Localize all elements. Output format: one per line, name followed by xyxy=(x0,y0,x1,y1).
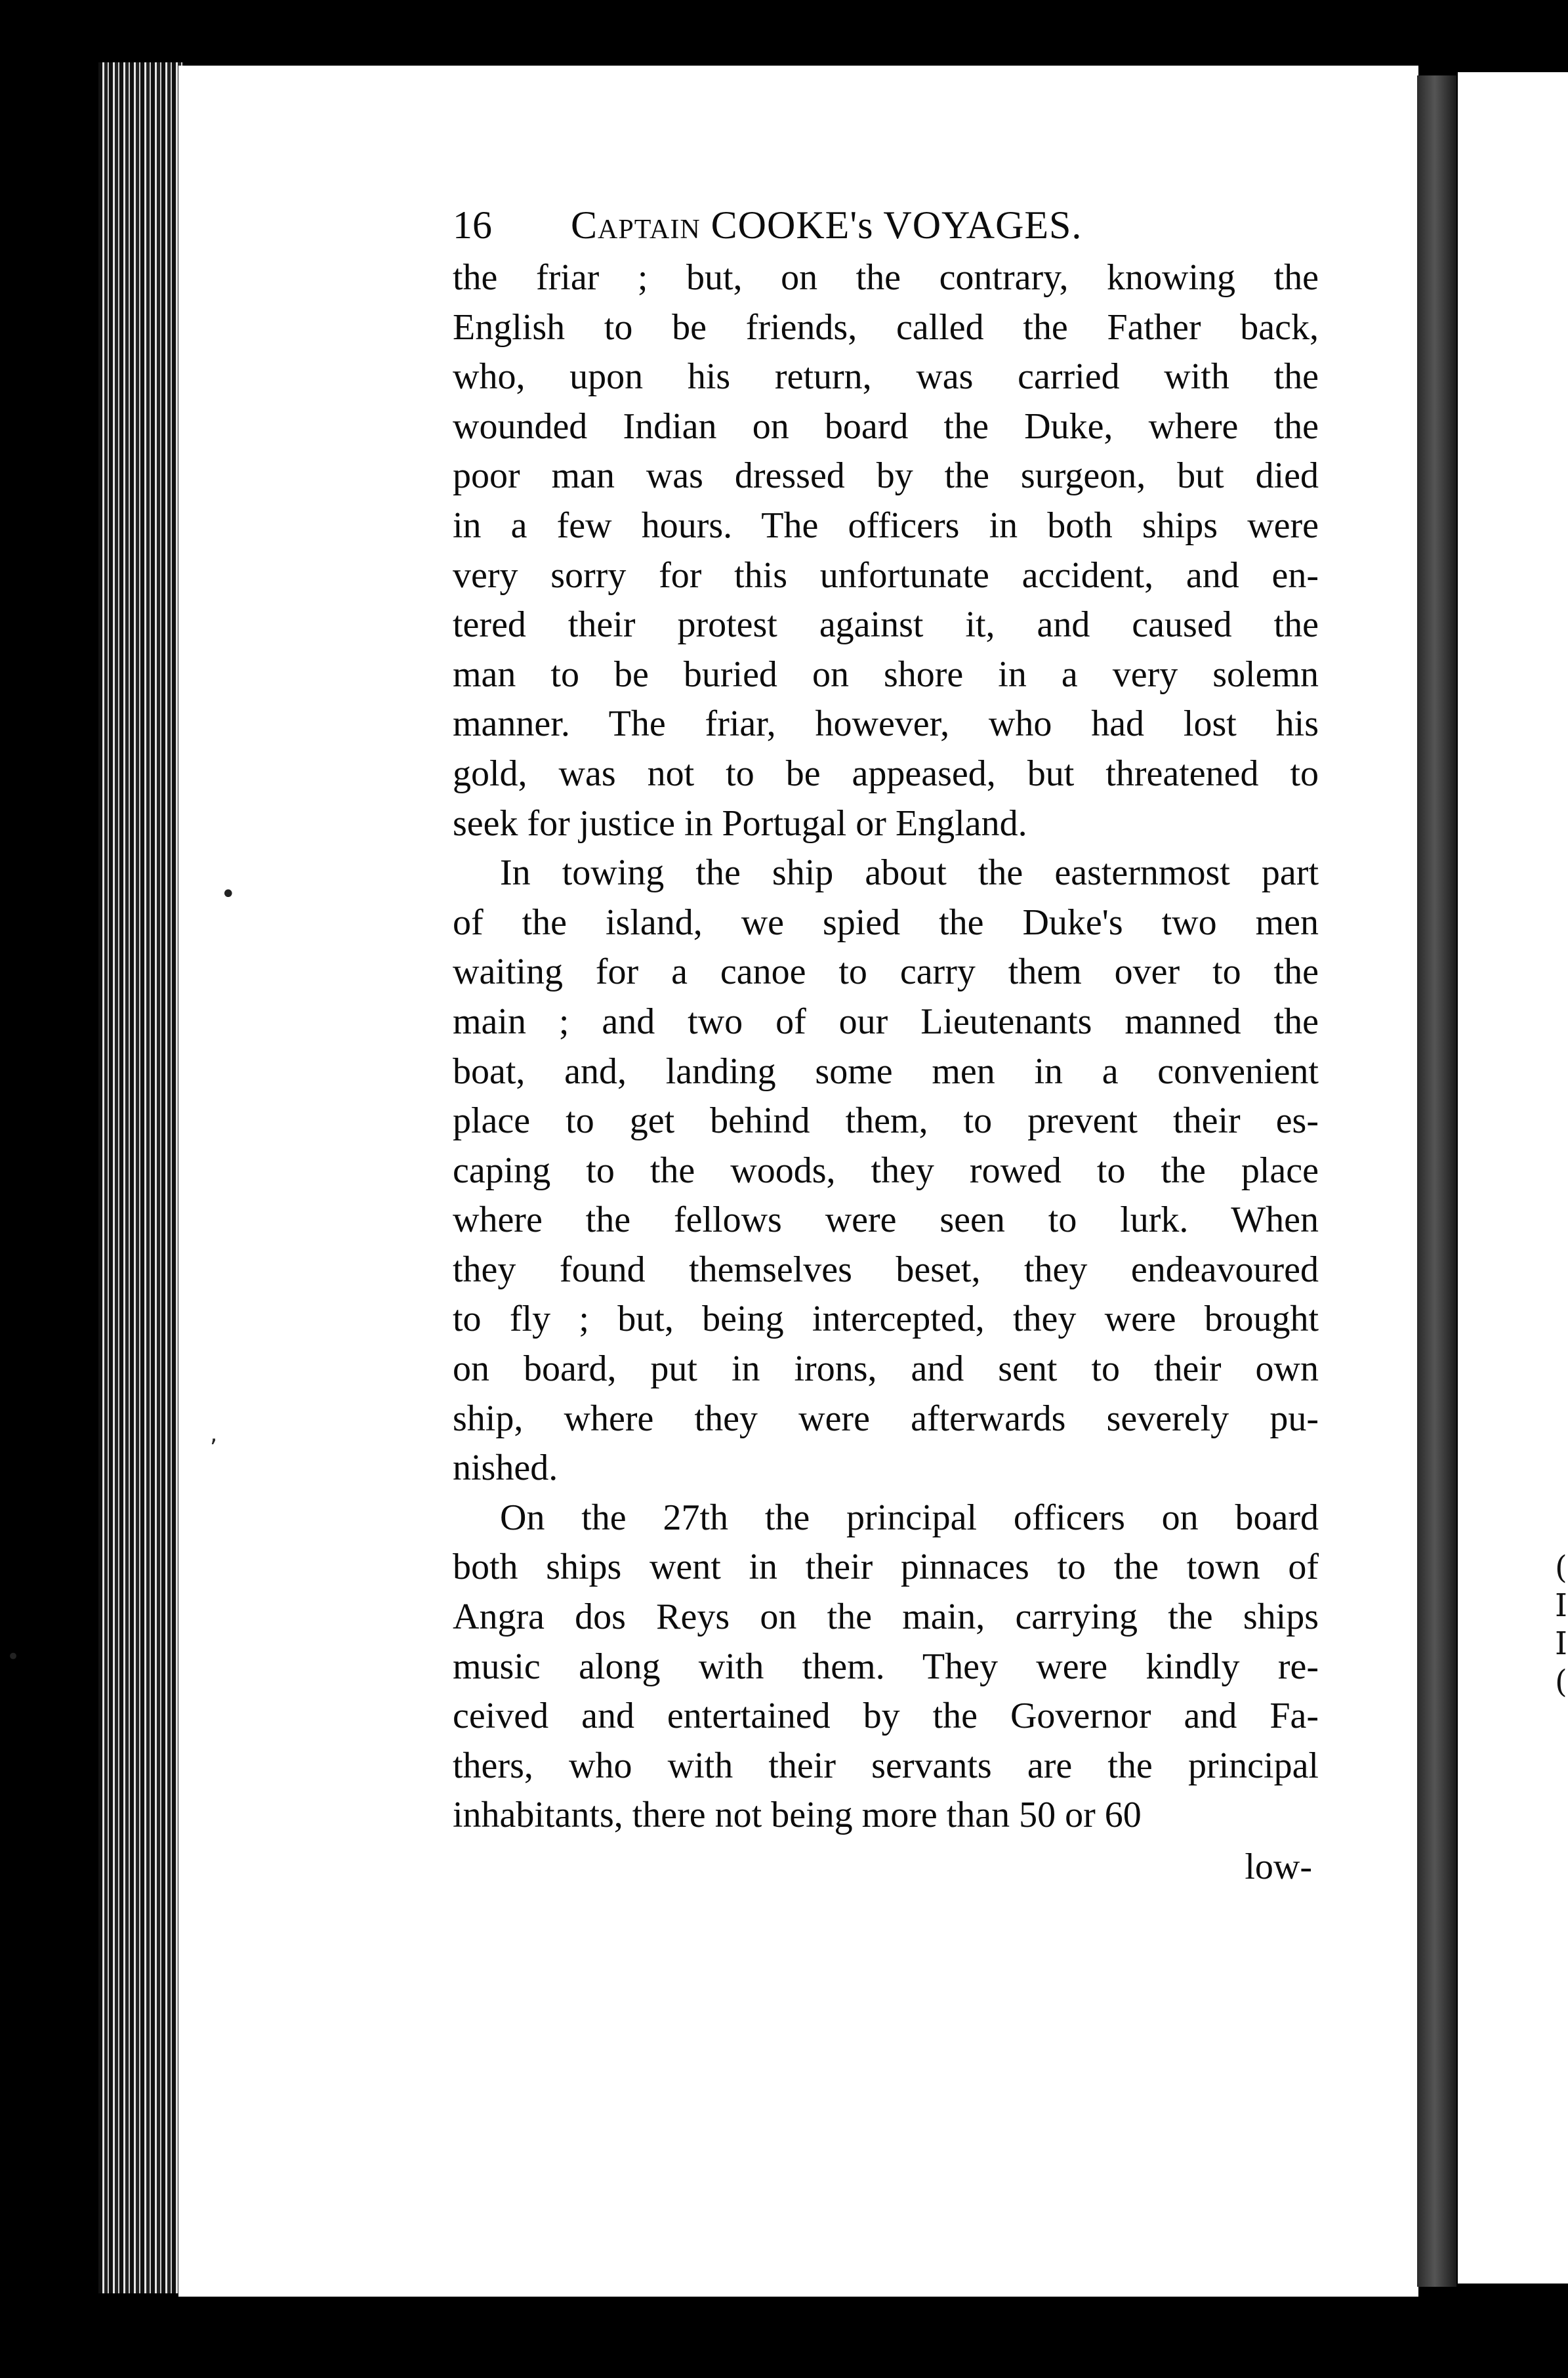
text-line: In towing the ship about the easternmost part xyxy=(500,852,1319,894)
paragraph xyxy=(453,848,1319,1493)
text-line: waiting for a canoe to carry them over to the xyxy=(453,951,1319,993)
text-line: in a few hours. The officers in both ships were xyxy=(453,505,1319,546)
text-line: ceived and entertained by the Governor and Fa- xyxy=(453,1696,1319,1737)
catchword: low- xyxy=(1245,1846,1312,1887)
text-line: wounded Indian on board the Duke, where the xyxy=(453,406,1319,447)
text-line: on board, put in irons, and sent to their own xyxy=(453,1348,1319,1390)
text-line: Angra dos Reys on the main, carrying the ships xyxy=(453,1596,1319,1638)
text-line: man to be buried on shore in a very solemn xyxy=(453,654,1319,695)
page-gutter xyxy=(1417,75,1456,2287)
text-line: who, upon his return, was carried with the xyxy=(453,356,1319,398)
text-block xyxy=(453,197,1319,1893)
stray-mark: • xyxy=(7,1644,20,1670)
page-header xyxy=(453,197,1319,253)
text-line: of the island, we spied the Duke's two men xyxy=(453,902,1319,943)
text-line: gold, was not to be appeased, but threatened to xyxy=(453,753,1319,794)
text-line: music along with them. They were kindly re- xyxy=(453,1646,1319,1687)
text-line: caping to the woods, they rowed to the place xyxy=(453,1150,1319,1191)
text-line: the friar ; but, on the contrary, knowing the xyxy=(453,257,1319,298)
text-line: where the fellows were seen to lurk. When xyxy=(453,1199,1319,1241)
text-line: poor man was dressed by the surgeon, but died xyxy=(453,455,1319,497)
text-line: they found themselves beset, they endeavoured xyxy=(453,1249,1319,1290)
facing-page-marks: ( I I ( xyxy=(1555,1549,1567,1700)
text-line: very sorry for this unfortunate accident, and en- xyxy=(453,554,1319,596)
paragraph xyxy=(453,1493,1319,1841)
text-line: both ships went in their pinnaces to the town of xyxy=(453,1547,1319,1588)
text-line: nished. xyxy=(453,1448,558,1489)
running-title-prefix: Captain xyxy=(571,203,701,247)
text-line: seek for justice in Portugal or England. xyxy=(453,803,1027,844)
running-title-main: COOKE's VOYAGES. xyxy=(711,203,1083,247)
paragraph xyxy=(453,253,1319,848)
text-line: thers, who with their servants are the principal xyxy=(453,1745,1319,1786)
text-line: manner. The friar, however, who had lost his xyxy=(453,703,1319,745)
facing-page xyxy=(1458,72,1568,2284)
page-number: 16 xyxy=(453,203,492,247)
stray-mark: • xyxy=(220,879,236,909)
stray-mark: , xyxy=(210,1421,218,1448)
text-line: main ; and two of our Lieutenants manned the xyxy=(453,1001,1319,1042)
text-line: On the 27th the principal officers on board xyxy=(500,1497,1319,1538)
text-line: inhabitants, there not being more than 50 or 60 xyxy=(453,1795,1142,1836)
page-edges xyxy=(98,62,184,2293)
body-text xyxy=(453,253,1319,1841)
running-title xyxy=(571,197,1082,253)
text-line: to fly ; but, being intercepted, they were brought xyxy=(453,1299,1319,1340)
text-line: tered their protest against it, and caused the xyxy=(453,604,1319,646)
text-line: ship, where they were afterwards severely pu- xyxy=(453,1398,1319,1439)
text-line: boat, and, landing some men in a convenient xyxy=(453,1051,1319,1092)
text-line: English to be friends, called the Father back, xyxy=(453,306,1319,348)
text-line: place to get behind them, to prevent their es- xyxy=(453,1100,1319,1142)
